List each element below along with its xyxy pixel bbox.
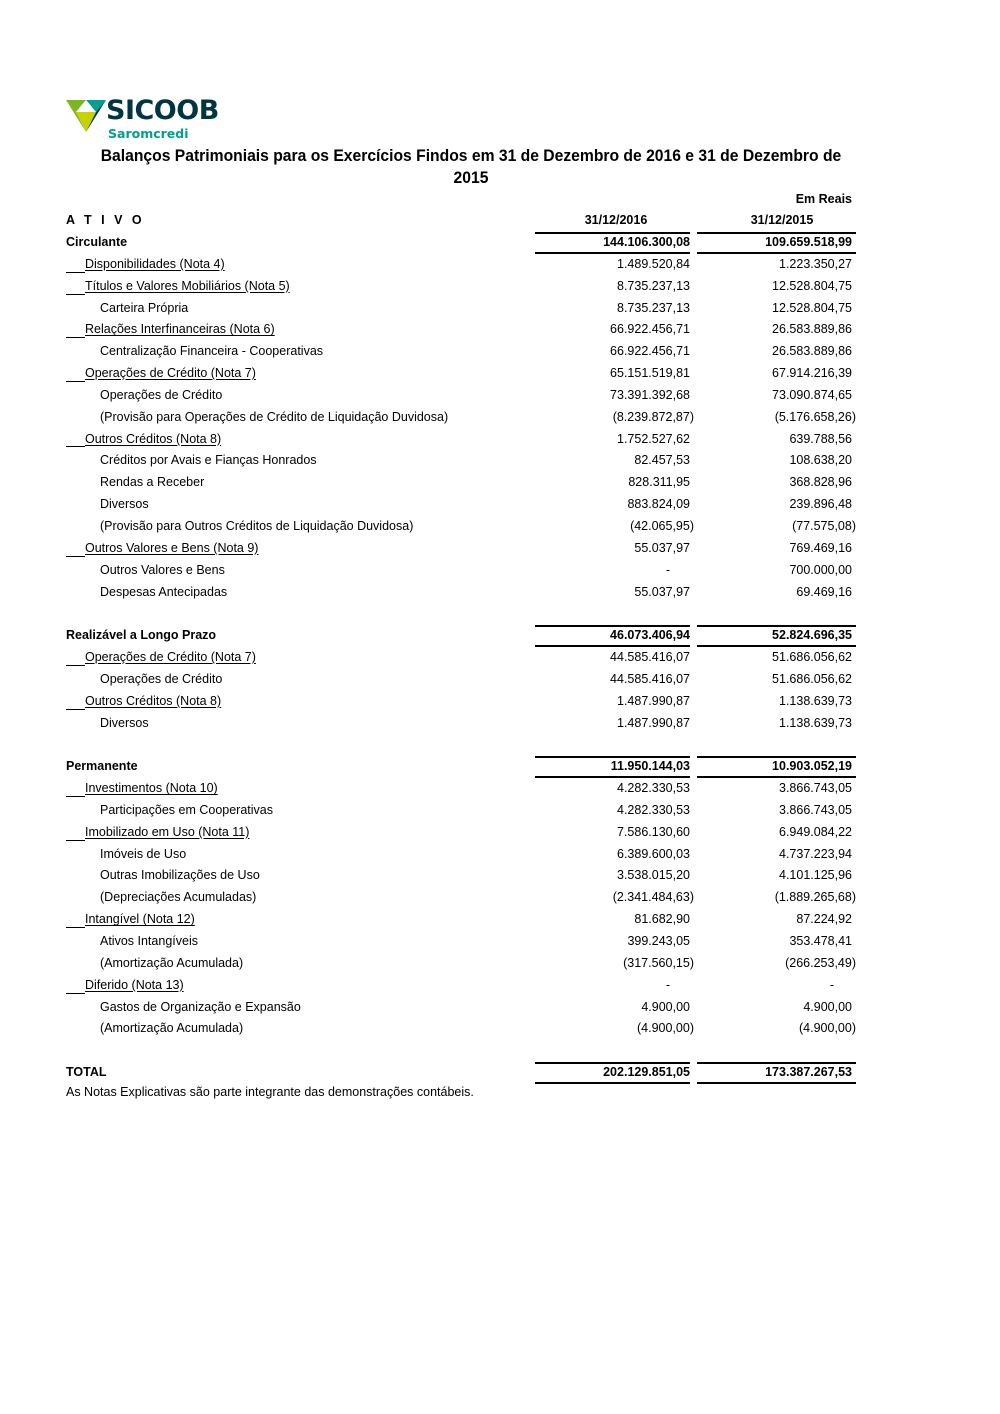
value-2016: 4.900,00	[641, 999, 690, 1014]
row-label: Disponibilidades (Nota 4)	[66, 254, 225, 276]
row-label: Carteira Própria	[100, 300, 189, 315]
group-row	[66, 822, 856, 844]
row-label: Outras Imobilizações de Uso	[100, 868, 260, 883]
value-2016: 44.585.416,07	[610, 671, 690, 686]
row-label: Outros Valores e Bens (Nota 9)	[66, 538, 258, 560]
row-label: Despesas Antecipadas	[100, 584, 228, 599]
value-2016: 1.489.520,84	[617, 256, 690, 271]
value-2016: (2.341.484,63)	[612, 890, 694, 905]
value-2015: 10.903.052,19	[772, 759, 852, 774]
row-label: Diferido (Nota 13)	[66, 975, 184, 997]
table-row	[66, 997, 856, 1019]
row-label: Centralização Financeira - Cooperativas	[100, 344, 324, 359]
value-2015: 67.914.216,39	[772, 366, 852, 381]
group-row	[66, 647, 856, 669]
logo-subtitle: Saromcredi	[108, 126, 189, 141]
value-2015: 173.387.267,53	[765, 1065, 852, 1080]
value-2015: 6.949.084,22	[779, 824, 852, 839]
subtotal-row	[66, 1062, 856, 1084]
value-2016: 1.752.527,62	[617, 431, 690, 446]
value-2015: 52.824.696,35	[772, 628, 852, 643]
column-header-2015: 31/12/2015	[750, 213, 814, 227]
value-2016: 1.487.990,87	[617, 693, 690, 708]
group-row	[66, 975, 856, 997]
value-2015: 4.737.223,94	[779, 846, 852, 861]
row-label: TOTAL	[66, 1065, 107, 1080]
page-title: Balanços Patrimoniais para os Exercícios Findos em 31 de Dezembro de 2016 e 31 de Dezembro de 2015	[100, 147, 842, 187]
value-2015: 69.469,16	[796, 584, 852, 599]
table-row	[66, 800, 856, 822]
value-2015: 368.828,96	[789, 475, 852, 490]
row-label: Realizável a Longo Prazo	[66, 628, 217, 643]
value-2016: (4.900,00)	[637, 1021, 694, 1036]
value-2016: 8.735.237,13	[617, 278, 690, 293]
table-row	[66, 931, 856, 953]
value-2015: 700.000,00	[789, 562, 852, 577]
value-2015: (266.253,49)	[785, 955, 856, 970]
table-row	[66, 385, 856, 407]
value-2015: 3.866.743,05	[779, 781, 852, 796]
subtotal-row	[66, 756, 856, 778]
row-label: Imobilizado em Uso (Nota 11)	[66, 822, 249, 844]
row-label: Rendas a Receber	[100, 475, 205, 490]
balance-sheet-table	[66, 232, 856, 1084]
table-row	[66, 1018, 856, 1040]
value-2015: 73.090.874,65	[772, 387, 852, 402]
value-2016: 81.682,90	[634, 912, 690, 927]
subtotal-row	[66, 232, 856, 254]
table-row	[66, 844, 856, 866]
table-row	[66, 865, 856, 887]
row-label: Circulante	[66, 235, 128, 249]
value-2015: 639.788,56	[789, 431, 852, 446]
table-row	[66, 494, 856, 516]
value-2016: 6.389.600,03	[617, 846, 690, 861]
row-label: Operações de Crédito	[100, 387, 223, 402]
value-2016: 4.282.330,53	[617, 802, 690, 817]
row-label: Operações de Crédito (Nota 7)	[66, 647, 256, 669]
value-2016: 8.735.237,13	[617, 300, 690, 315]
row-label: Outros Créditos (Nota 8)	[66, 691, 221, 713]
value-2015: (5.176.658,26)	[774, 409, 856, 424]
group-row	[66, 276, 856, 298]
row-label: Intangível (Nota 12)	[66, 909, 195, 931]
group-row	[66, 691, 856, 713]
row-label: (Provisão para Outros Créditos de Liquidação Duvidosa)	[100, 518, 414, 533]
row-label: Investimentos (Nota 10)	[66, 778, 218, 800]
value-2016: 144.106.300,08	[603, 235, 690, 249]
row-label: Imóveis de Uso	[100, 846, 187, 861]
value-2015: (1.889.265,68)	[774, 890, 856, 905]
row-label: Outros Créditos (Nota 8)	[66, 429, 221, 451]
table-row	[66, 472, 856, 494]
value-2016: 399.243,05	[627, 934, 690, 948]
table-row	[66, 582, 856, 604]
table-row	[66, 407, 856, 429]
value-2016: 202.129.851,05	[603, 1065, 690, 1080]
value-2015: 26.583.889,86	[772, 322, 852, 337]
table-row	[66, 450, 856, 472]
value-2015: 1.138.639,73	[779, 693, 852, 708]
row-label: (Depreciações Acumuladas)	[100, 890, 257, 905]
group-row	[66, 363, 856, 385]
value-2015: 239.896,48	[789, 497, 852, 512]
value-2016: 1.487.990,87	[617, 715, 690, 730]
row-label: Diversos	[100, 715, 149, 730]
value-2016: 73.391.392,68	[610, 387, 690, 402]
row-label: (Provisão para Operações de Crédito de Liquidação Duvidosa)	[100, 409, 449, 424]
value-2015: 51.686.056,62	[772, 671, 852, 686]
value-2015: 51.686.056,62	[772, 650, 852, 665]
value-2015: -	[829, 977, 834, 992]
row-label: Permanente	[66, 759, 138, 774]
value-2015: 109.659.518,99	[765, 235, 852, 249]
row-label: Gastos de Organização e Expansão	[100, 999, 301, 1014]
spacer-row	[66, 1040, 856, 1062]
sicoob-triangle-icon	[66, 100, 106, 132]
value-2016: 65.151.519,81	[610, 366, 690, 381]
row-label: Outros Valores e Bens	[100, 562, 225, 577]
value-2016: 7.586.130,60	[617, 824, 690, 839]
value-2016: 55.037,97	[634, 540, 690, 555]
group-row	[66, 909, 856, 931]
value-2016: 4.282.330,53	[617, 781, 690, 796]
value-2016: -	[665, 977, 670, 992]
value-2016: (8.239.872,87)	[612, 409, 694, 424]
value-2015: 353.478,41	[789, 934, 852, 948]
value-2016: (42.065,95)	[630, 518, 694, 533]
sicoob-logo	[66, 95, 226, 143]
row-label: Operações de Crédito (Nota 7)	[66, 363, 256, 385]
value-2016: 66.922.456,71	[610, 344, 690, 359]
table-row	[66, 713, 856, 735]
row-label: Créditos por Avais e Fianças Honrados	[100, 453, 317, 468]
row-label: Títulos e Valores Mobiliários (Nota 5)	[66, 276, 290, 298]
value-2016: 3.538.015,20	[617, 868, 690, 883]
column-header-2016: 31/12/2016	[584, 213, 648, 227]
section-header-ativo: A T I V O	[66, 213, 145, 227]
row-label: Participações em Cooperativas	[100, 802, 273, 817]
value-2015: 1.138.639,73	[779, 715, 852, 730]
value-2015: (77.575,08)	[792, 518, 856, 533]
value-2016: 82.457,53	[634, 453, 690, 468]
row-label: Relações Interfinanceiras (Nota 6)	[66, 319, 275, 341]
value-2015: (4.900,00)	[799, 1021, 856, 1036]
group-row	[66, 538, 856, 560]
currency-unit: Em Reais	[795, 192, 852, 206]
table-row	[66, 298, 856, 320]
group-row	[66, 319, 856, 341]
value-2015: 4.101.125,96	[779, 868, 852, 883]
value-2016: 55.037,97	[634, 584, 690, 599]
table-row	[66, 341, 856, 363]
table-row	[66, 560, 856, 582]
value-2015: 3.866.743,05	[779, 802, 852, 817]
table-row	[66, 516, 856, 538]
row-label: Ativos Intangíveis	[100, 934, 198, 948]
value-2016: 883.824,09	[627, 497, 690, 512]
table-row	[66, 887, 856, 909]
group-row	[66, 429, 856, 451]
spacer-row	[66, 603, 856, 625]
group-row	[66, 254, 856, 276]
row-label: Diversos	[100, 497, 149, 512]
group-row	[66, 778, 856, 800]
value-2015: 769.469,16	[789, 540, 852, 555]
value-2015: 87.224,92	[796, 912, 852, 927]
value-2015: 4.900,00	[803, 999, 852, 1014]
value-2015: 1.223.350,27	[779, 256, 852, 271]
spacer-row	[66, 734, 856, 756]
subtotal-row	[66, 625, 856, 647]
value-2016: 11.950.144,03	[610, 759, 690, 774]
value-2016: 46.073.406,94	[610, 628, 690, 643]
row-label: (Amortização Acumulada)	[100, 1021, 244, 1036]
value-2015: 12.528.804,75	[772, 278, 852, 293]
row-label: Operações de Crédito	[100, 671, 223, 686]
logo-brand: SICOOB	[106, 95, 219, 126]
table-row	[66, 669, 856, 691]
value-2016: (317.560,15)	[623, 955, 694, 970]
value-2015: 26.583.889,86	[772, 344, 852, 359]
footer-note: As Notas Explicativas são parte integrante das demonstrações contábeis.	[66, 1085, 474, 1099]
table-row	[66, 953, 856, 975]
value-2015: 12.528.804,75	[772, 300, 852, 315]
value-2016: 44.585.416,07	[610, 650, 690, 665]
value-2016: 66.922.456,71	[610, 322, 690, 337]
value-2015: 108.638,20	[789, 453, 852, 468]
row-label: (Amortização Acumulada)	[100, 955, 244, 970]
value-2016: -	[665, 562, 670, 577]
value-2016: 828.311,95	[628, 475, 690, 490]
